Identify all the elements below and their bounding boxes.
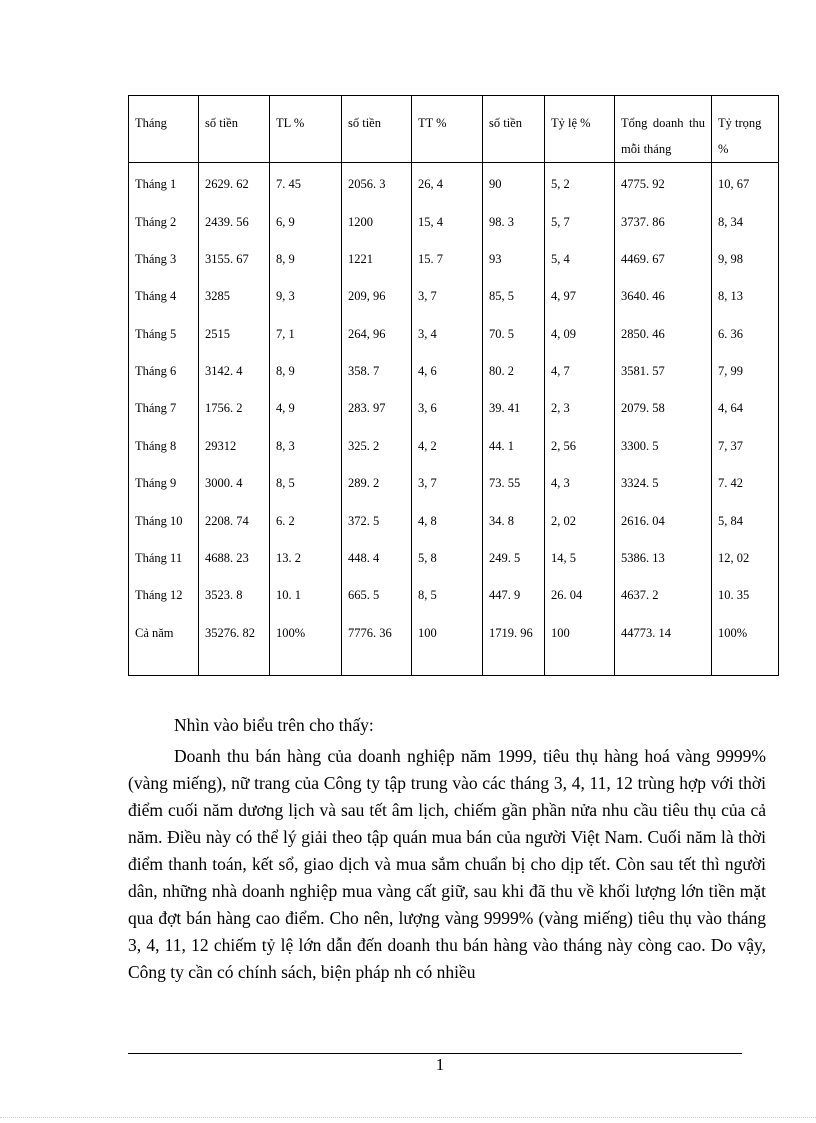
table-cell: Tháng 6 [129, 354, 199, 391]
header-month: Tháng [129, 96, 199, 163]
table-cell: 4, 9 [270, 391, 342, 428]
table-cell: 2, 3 [545, 391, 615, 428]
table-cell: 4, 2 [412, 429, 483, 466]
table-cell: 15. 7 [412, 242, 483, 279]
table-cell: 5, 84 [712, 504, 779, 541]
table-cell: 85, 5 [483, 279, 545, 316]
table-row [129, 578, 779, 615]
table-row [129, 317, 779, 354]
table-cell: 44773. 14 [615, 616, 712, 676]
table-cell: 4, 8 [412, 504, 483, 541]
table-cell: 9, 3 [270, 279, 342, 316]
table-cell: 6. 36 [712, 317, 779, 354]
table-cell: 13. 2 [270, 541, 342, 578]
table-cell: 3, 4 [412, 317, 483, 354]
table-cell: 26, 4 [412, 163, 483, 205]
table-cell: 100% [270, 616, 342, 676]
table-cell: Tháng 8 [129, 429, 199, 466]
table-cell: 4469. 67 [615, 242, 712, 279]
table-cell: 3324. 5 [615, 466, 712, 503]
table-cell: 2079. 58 [615, 391, 712, 428]
header-ratio-percent: Tỷ lệ % [545, 96, 615, 163]
table-cell: 7, 37 [712, 429, 779, 466]
table-cell: 100% [712, 616, 779, 676]
table-cell: 3, 7 [412, 279, 483, 316]
table-cell: 3523. 8 [199, 578, 270, 615]
table-cell: 283. 97 [342, 391, 412, 428]
table-cell: Tháng 9 [129, 466, 199, 503]
table-cell: 6. 2 [270, 504, 342, 541]
table-cell: 665. 5 [342, 578, 412, 615]
table-cell: 209, 96 [342, 279, 412, 316]
table-cell: 2, 56 [545, 429, 615, 466]
table-cell: 2, 02 [545, 504, 615, 541]
table-cell: 448. 4 [342, 541, 412, 578]
table-cell: 4688. 23 [199, 541, 270, 578]
table-cell: 3640. 46 [615, 279, 712, 316]
table-cell: 7, 99 [712, 354, 779, 391]
table-cell: 8, 34 [712, 205, 779, 242]
table-row [129, 391, 779, 428]
table-cell: 73. 55 [483, 466, 545, 503]
table-cell: 3142. 4 [199, 354, 270, 391]
table-cell: 4, 7 [545, 354, 615, 391]
table-cell: 7776. 36 [342, 616, 412, 676]
table-cell: 3, 6 [412, 391, 483, 428]
table-cell: 4637. 2 [615, 578, 712, 615]
table-row [129, 504, 779, 541]
table-cell: 8, 9 [270, 242, 342, 279]
table-cell: Tháng 10 [129, 504, 199, 541]
table-cell: Tháng 5 [129, 317, 199, 354]
table-cell: 34. 8 [483, 504, 545, 541]
analysis-paragraph: Doanh thu bán hàng của doanh nghiệp năm 1999, tiêu thụ hàng hoá vàng 9999% (vàng miếng), nữ trang của Công ty tập trung vào các tháng 3, 4, 11, 12 trùng hợp với thời điểm cuối năm dương lịch và sau tết âm lịch, chiếm gần phần nửa nhu cầu tiêu thụ của cả năm. Điều này có thể lý giải theo tập quán mua bán của người Việt Nam. Cuối năm là thời điểm thanh toán, kết sổ, giao dịch và mua sắm chuẩn bị cho dịp tết. Còn sau tết thì người dân, những nhà doanh nghiệp mua vàng cất giữ, sau khi đã thu về khối lượng lớn tiền mặt qua đợt bán hàng cao điểm. Cho nên, lượng vàng 9999% (vàng miếng) tiêu thụ vào tháng 3, 4, 11, 12 chiếm tỷ lệ lớn dẫn đến doanh thu bán hàng vào tháng này còng cao. Do vậy, Công ty cần có chính sách, biện pháp nh có nhiều [128, 746, 766, 982]
table-row [129, 279, 779, 316]
table-cell: 5, 4 [545, 242, 615, 279]
table-cell: 1200 [342, 205, 412, 242]
table-header-row [129, 96, 779, 163]
table-cell: 2850. 46 [615, 317, 712, 354]
table-cell: 2056. 3 [342, 163, 412, 205]
table-row [129, 466, 779, 503]
table-cell: Tháng 2 [129, 205, 199, 242]
table-cell: 15, 4 [412, 205, 483, 242]
header-amount-3: số tiền [483, 96, 545, 163]
table-cell: 100 [412, 616, 483, 676]
table-cell: 4, 97 [545, 279, 615, 316]
table-cell: 5, 2 [545, 163, 615, 205]
table-row [129, 616, 779, 676]
table-cell: 372. 5 [342, 504, 412, 541]
table-cell: 6, 9 [270, 205, 342, 242]
table-cell: 3300. 5 [615, 429, 712, 466]
table-cell: 1719. 96 [483, 616, 545, 676]
table-row [129, 242, 779, 279]
table-cell: 8, 13 [712, 279, 779, 316]
header-share-percent: Tỷ trọng % [712, 96, 779, 163]
table-cell: 447. 9 [483, 578, 545, 615]
table-cell: 4, 6 [412, 354, 483, 391]
lead-sentence: Nhìn vào biểu trên cho thấy: [174, 715, 374, 735]
table-cell: 1221 [342, 242, 412, 279]
table-row [129, 541, 779, 578]
table-cell: 4, 09 [545, 317, 615, 354]
table-cell: 3581. 57 [615, 354, 712, 391]
table-cell: Tháng 1 [129, 163, 199, 205]
table-cell: 14, 5 [545, 541, 615, 578]
table-cell: 249. 5 [483, 541, 545, 578]
table-cell: 26. 04 [545, 578, 615, 615]
revenue-table [128, 95, 779, 676]
table-cell: 7. 42 [712, 466, 779, 503]
table-cell: 3737. 86 [615, 205, 712, 242]
table-cell: 9, 98 [712, 242, 779, 279]
table-cell: 100 [545, 616, 615, 676]
table-cell: 29312 [199, 429, 270, 466]
table-cell: 289. 2 [342, 466, 412, 503]
table-cell: 4, 3 [545, 466, 615, 503]
table-cell: 80. 2 [483, 354, 545, 391]
table-cell: 8, 9 [270, 354, 342, 391]
header-total-monthly: Tổng doanh thu mỗi tháng [615, 96, 712, 163]
table-row [129, 354, 779, 391]
table-cell: 2629. 62 [199, 163, 270, 205]
table-cell: 7. 45 [270, 163, 342, 205]
table-cell: 7, 1 [270, 317, 342, 354]
table-cell: 98. 3 [483, 205, 545, 242]
table-cell: Tháng 12 [129, 578, 199, 615]
table-cell: 5, 7 [545, 205, 615, 242]
table-cell: 39. 41 [483, 391, 545, 428]
table-cell: Cả năm [129, 616, 199, 676]
table-cell: 2515 [199, 317, 270, 354]
table-cell: Tháng 4 [129, 279, 199, 316]
table-cell: Tháng 7 [129, 391, 199, 428]
table-cell: 10, 67 [712, 163, 779, 205]
table-cell: 4775. 92 [615, 163, 712, 205]
table-cell: 5386. 13 [615, 541, 712, 578]
table-cell: 3000. 4 [199, 466, 270, 503]
table-cell: 5, 8 [412, 541, 483, 578]
table-cell: 44. 1 [483, 429, 545, 466]
table-cell: Tháng 11 [129, 541, 199, 578]
table-cell: 90 [483, 163, 545, 205]
table-cell: 2439. 56 [199, 205, 270, 242]
table-body [129, 163, 779, 676]
table-cell: 1756. 2 [199, 391, 270, 428]
table-cell: Tháng 3 [129, 242, 199, 279]
table-cell: 8, 5 [270, 466, 342, 503]
header-amount-1: số tiền [199, 96, 270, 163]
table-row [129, 429, 779, 466]
table-cell: 35276. 82 [199, 616, 270, 676]
table-cell: 3155. 67 [199, 242, 270, 279]
header-tt-percent: TT % [412, 96, 483, 163]
table-cell: 4, 64 [712, 391, 779, 428]
table-cell: 325. 2 [342, 429, 412, 466]
table-row [129, 163, 779, 205]
table-cell: 358. 7 [342, 354, 412, 391]
table-cell: 264, 96 [342, 317, 412, 354]
page-bottom-border [0, 1117, 816, 1118]
table-cell: 70. 5 [483, 317, 545, 354]
footer-divider [128, 1053, 742, 1054]
table-row [129, 205, 779, 242]
table-cell: 3285 [199, 279, 270, 316]
table-cell: 12, 02 [712, 541, 779, 578]
header-tl-percent: TL % [270, 96, 342, 163]
body-text [128, 712, 766, 986]
table-cell: 10. 35 [712, 578, 779, 615]
table-cell: 10. 1 [270, 578, 342, 615]
table-cell: 3, 7 [412, 466, 483, 503]
header-amount-2: số tiền [342, 96, 412, 163]
table-cell: 2616. 04 [615, 504, 712, 541]
table-cell: 2208. 74 [199, 504, 270, 541]
table-cell: 8, 5 [412, 578, 483, 615]
table-cell: 93 [483, 242, 545, 279]
page-number: 1 [435, 1055, 445, 1074]
table-cell: 8, 3 [270, 429, 342, 466]
